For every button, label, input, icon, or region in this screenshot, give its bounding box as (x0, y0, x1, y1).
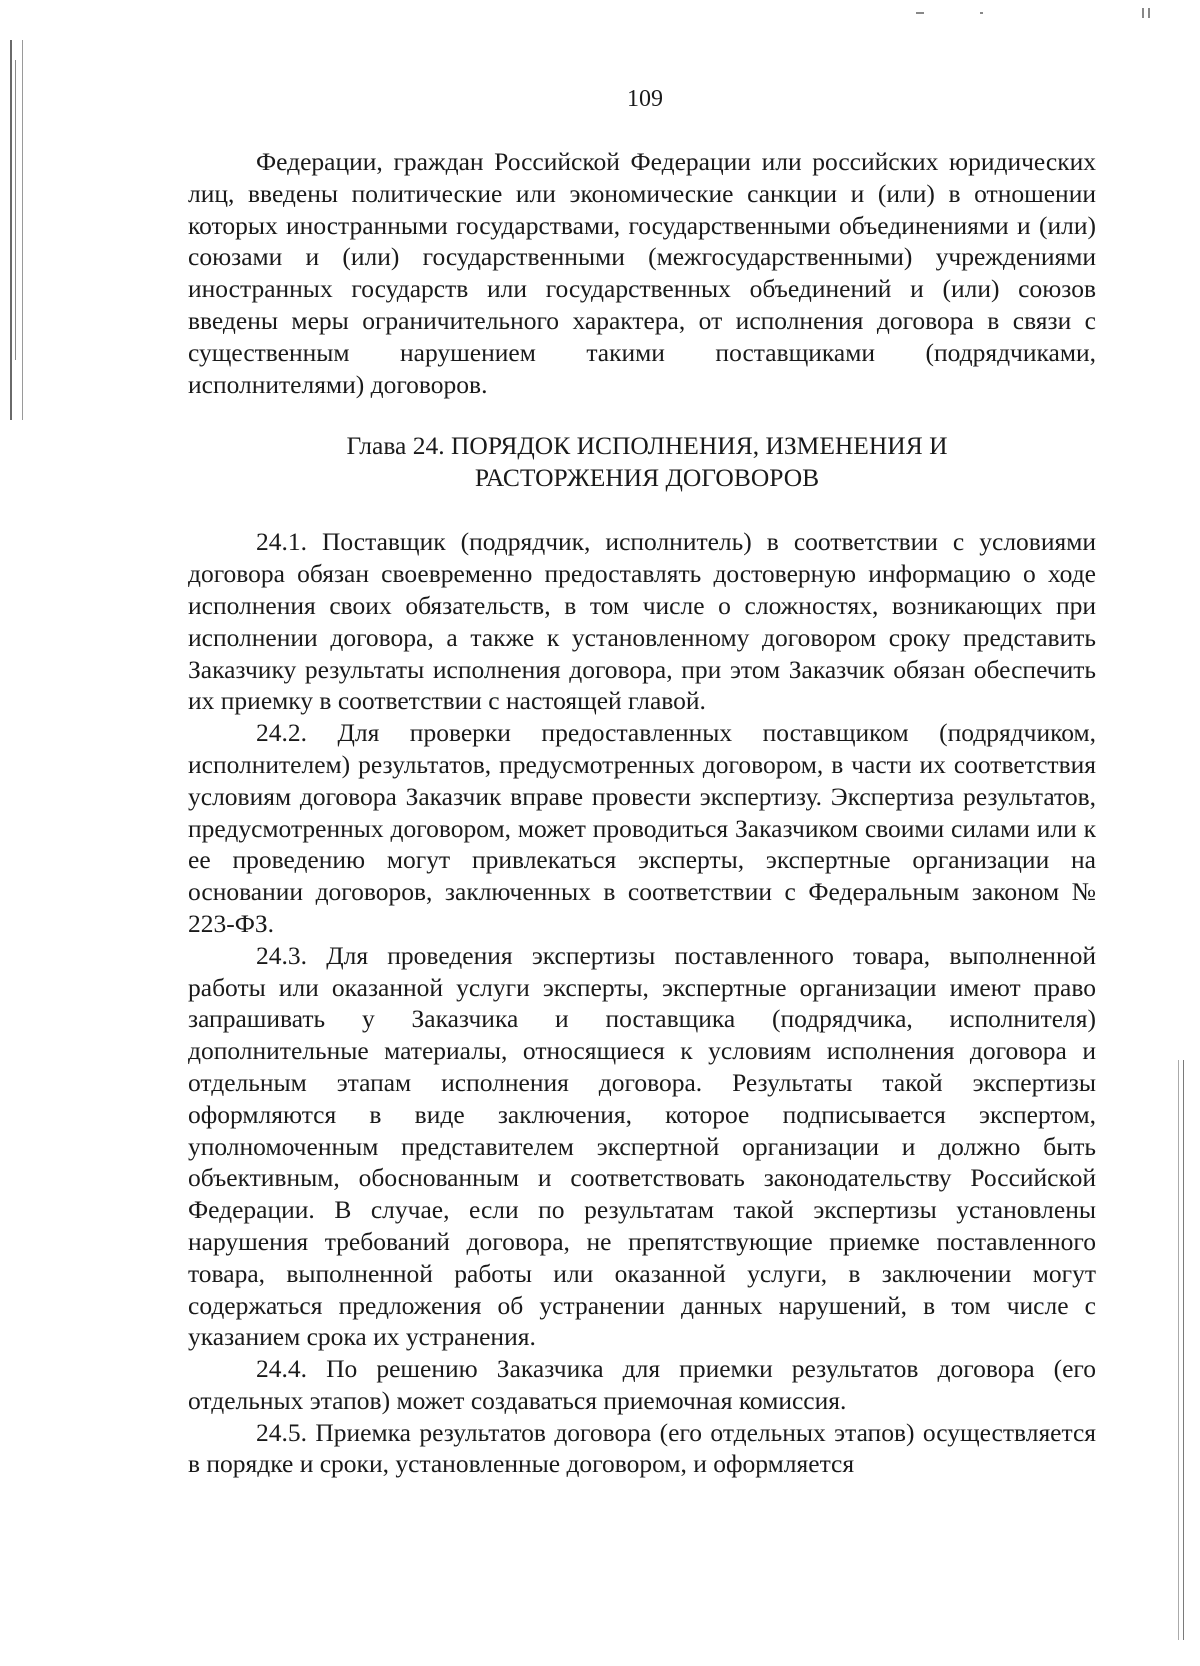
scan-speck (980, 12, 983, 14)
clause-24-2: 24.2. Для проверки предоставленных поставщиком (подрядчиком, исполнителем) результатов, предусмотренных договором, в части их соответствия условиям договора Заказчик вправе провести экспертизу. Экспертиза результатов, предусмотренных договором, может проводиться Заказчиком своими силами или к ее проведению могут привлекаться эксперты, экспертные организации на основании договоров, заключенных в соответствии с Федеральным законом № 223-ФЗ. (188, 718, 1096, 938)
clause-24-1: 24.1. Поставщик (подрядчик, исполнитель) в соответствии с условиями договора обязан своевременно предоставлять достоверную информацию о ходе исполнения своих обязательств, в том числе о сложностях, возникающих при исполнении договора, а также к установленному договором сроку представить Заказчику результаты исполнения договора, при этом Заказчик обязан обеспечить их приемку в соответствии с настоящей главой. (188, 527, 1096, 716)
scan-speck (1142, 8, 1144, 18)
clause-24-5: 24.5. Приемка результатов договора (его отдельных этапов) осуществляется в порядке и сроки, установленные договором, и оформляется (188, 1417, 1096, 1479)
document-body (188, 146, 1096, 1480)
clause-24-3: 24.3. Для проведения экспертизы поставленного товара, выполненной работы или оказанной услуги эксперты, экспертные организации имеют право запрашивать у Заказчика и поставщика (подрядчика, исполнителя) дополнительные материалы, относящиеся к условиям исполнения договора и отдельным этапам исполнения договора. Результаты такой экспертизы оформляются в виде заключения, которое подписывается экспертом, уполномоченным представителем экспертной организации и должно быть объективным, обоснованным и соответствовать законодательству Российской Федерации. В случае, если по результатам такой экспертизы установлены нарушения требований договора, не препятствующие приемке поставленного товара, выполненной работы или оказанной услуги, в заключении могут содержаться предложения об устранении данных нарушений, в том числе с указанием срока их устранения. (188, 940, 1096, 1352)
scan-edge-right (1178, 1060, 1184, 1640)
page-number: 109 (627, 86, 663, 112)
intro-paragraph: Федерации, граждан Российской Федерации или российских юридических лиц, введены политические или экономические санкции и (или) в отношении которых иностранными государствами, государственными объединениями и (или) союзами и (или) государственными (межгосударственными) учреждениями иностранных государств или государственных объединений и (или) союзов введены меры ограничительного характера, от исполнения договора в связи с существенным нарушением такими поставщиками (подрядчиками, исполнителями) договоров. (188, 147, 1096, 399)
scan-speck (1148, 8, 1150, 18)
chapter-heading-line-2: РАСТОРЖЕНИЯ ДОГОВОРОВ (474, 463, 820, 493)
scan-speck (916, 12, 924, 14)
chapter-heading (188, 430, 1096, 494)
clause-24-4: 24.4. По решению Заказчика для приемки результатов договора (его отдельных этапов) может создаваться приемочная комиссия. (188, 1354, 1096, 1415)
chapter-heading-line-1: Глава 24. ПОРЯДОК ИСПОЛНЕНИЯ, ИЗМЕНЕНИЯ И (346, 431, 948, 461)
